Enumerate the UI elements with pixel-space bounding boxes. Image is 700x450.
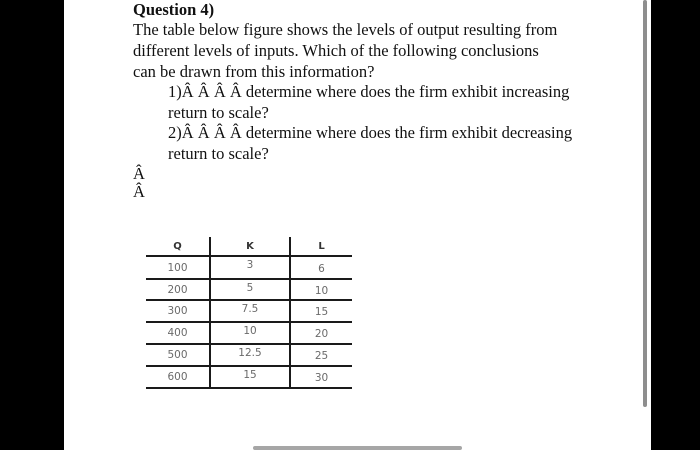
sub-question-1-line-1: 1)Â Â Â Â determine where does the firm exhibit increasing [168,82,570,101]
question-intro-line-2: different levels of inputs. Which of the following conclusions [133,41,539,60]
table-cell-q: 400 [167,327,188,339]
table-header-q: Q [173,241,182,252]
sub-question-1-line-2: return to scale? [168,103,269,122]
table-header-rule [146,255,352,257]
table-cell-k: 5 [246,282,254,294]
table-cell-k: 12.5 [238,347,262,359]
sub-question-2-line-1: 2)Â Â Â Â determine where does the firm exhibit decreasing [168,123,573,142]
question-intro-line-3: can be drawn from this information? [133,62,375,81]
table-cell-k: 7.5 [241,303,259,315]
question-title: Question 4) [133,0,215,19]
table-cell-k: 3 [246,259,254,271]
table-cell-q: 600 [167,371,188,383]
document-page [64,0,651,450]
table-row-rule [146,299,352,301]
horizontal-scrollbar[interactable] [253,446,462,450]
table-cell-l: 25 [314,350,329,362]
table-row-rule [146,343,352,345]
table-cell-l: 6 [318,263,325,275]
table-cell-l: 20 [314,328,329,340]
table-row-rule [146,365,352,367]
vertical-scrollbar[interactable] [643,0,647,407]
table-cell-l: 10 [314,285,329,297]
table-header-l: L [318,241,325,252]
data-table [64,0,651,450]
stray-char-1: Â [133,164,145,183]
sub-question-2-line-2: return to scale? [168,144,269,163]
table-cell-q: 500 [167,349,188,361]
table-row-rule [146,278,352,280]
table-cell-k: 10 [243,325,257,337]
table-cell-q: 200 [167,284,188,296]
question-intro-line-1: The table below figure shows the levels of output resulting from [133,20,558,39]
table-cell-l: 15 [314,306,329,318]
table-bottom-rule [146,387,352,389]
table-cell-q: 100 [167,262,188,274]
stray-char-2: Â [133,182,145,201]
table-cell-q: 300 [167,305,188,317]
table-cell-l: 30 [314,372,329,384]
table-row-rule [146,321,352,323]
table-cell-k: 15 [243,369,257,381]
table-header-k: K [246,241,254,252]
